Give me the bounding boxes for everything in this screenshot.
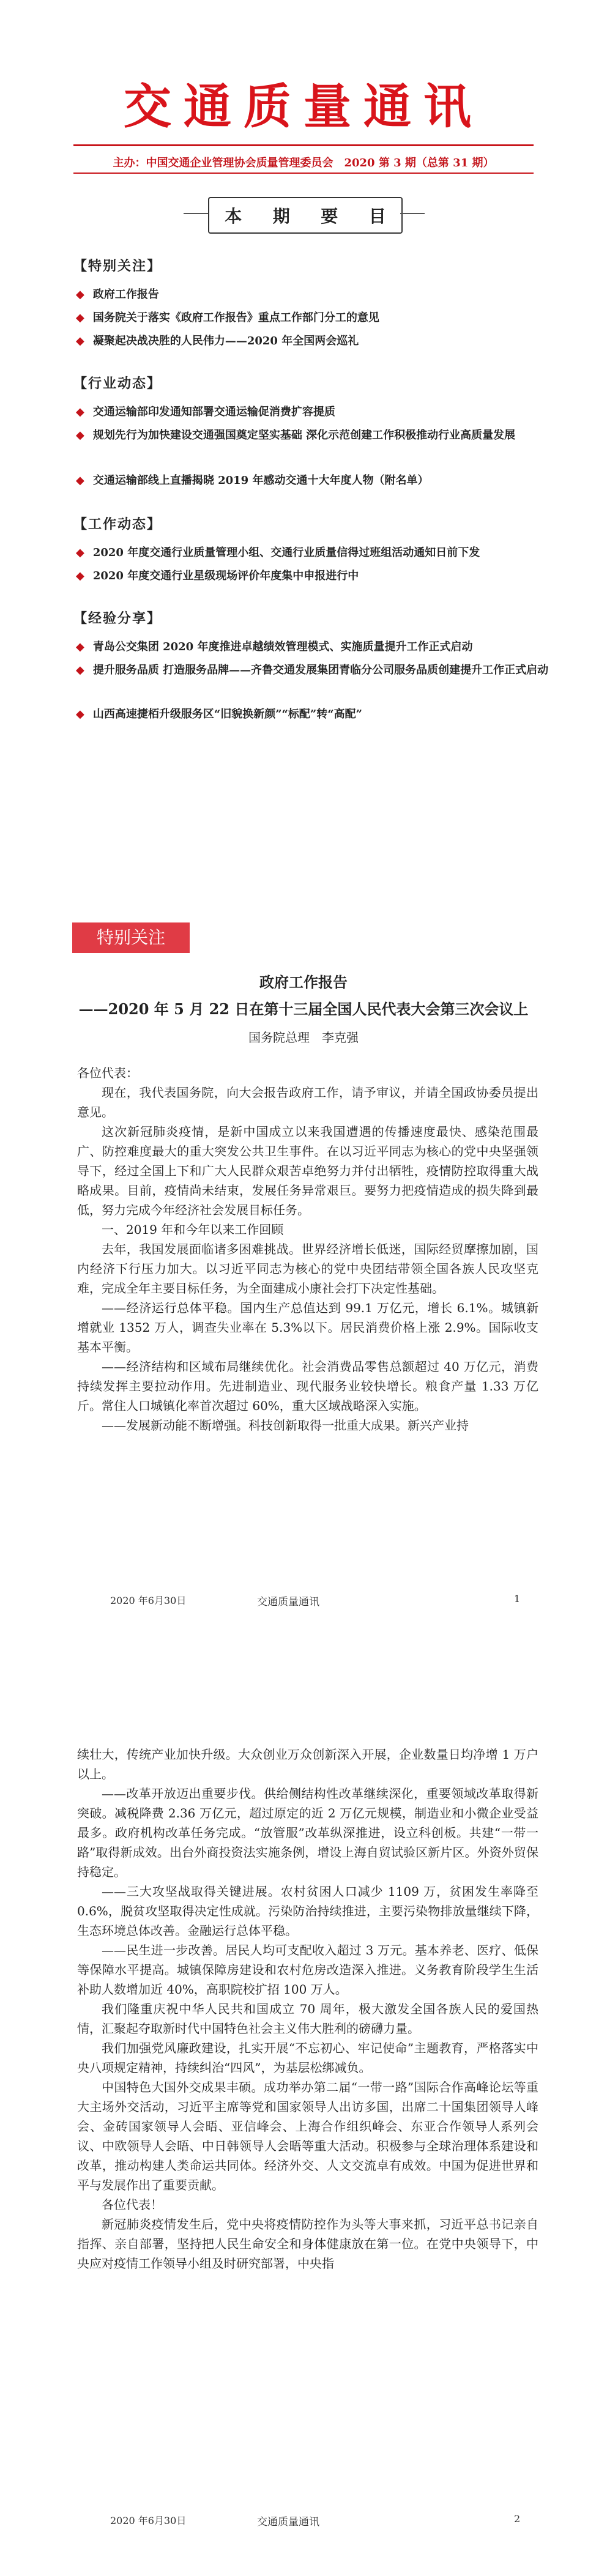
toc-item[interactable] [76,332,541,351]
toc-item-label: 2020 年度交通行业星级现场评价年度集中申报进行中 [92,570,359,582]
diamond-icon: ◆ [76,546,84,559]
toc-item[interactable] [76,661,558,680]
article-body-page2 [77,1745,538,2273]
toc-item-label: 交通运输部线上直播揭晓 2019 年感动交通十大年度人物（附名单） [92,474,429,487]
toc-char: 目 [368,206,386,226]
diamond-icon: ◆ [76,664,84,677]
paragraph: ——改革开放迈出重要步伐。供给侧结构性改革继续深化，重要领域改革取得新突破。减税降费 2.36 万亿元，超过原定的近 2 万亿元规模，制造业和小微企业受益最多。政府机构改革任务完成。“放管服”改革纵深推进，设立科创板。共建“一带一路”取得新成效。出台外商投资法实施条例，增设上海自贸试验区新片区。外资外贸保持稳定。 [77,1786,538,1879]
toc-item-label: 2020 年度交通行业质量管理小组、交通行业质量信得过班组活动通知日前下发 [92,546,480,559]
page-number: 1 [514,1593,521,1605]
toc-item-label: 青岛公交集团 2020 年度推进卓越绩效管理模式、实施质量提升工作正式启动 [92,640,473,653]
toc-item-label: 凝聚起决战决胜的人民伟力——2020 年全国两会巡礼 [92,335,359,347]
diamond-icon: ◆ [76,406,84,418]
paragraph: 一、2019 年和今年以来工作回顾 [102,1222,284,1237]
diamond-icon: ◆ [76,708,84,721]
paragraph: 各位代表： [77,1066,138,1080]
paragraph: ——民生进一步改善。居民人均可支配收入超过 3 万元。基本养老、医疗、低保等保障水平提高。城镇保障房建设和农村危房改造深入推进。义务教育阶段学生生活补助人数增加近 40%，高职院校扩招 100 万人。 [77,1943,538,1997]
toc-section-heading: 【工作动态】 [73,516,162,532]
diamond-icon: ◆ [76,311,84,324]
paragraph: ——发展新动能不断增强。科技创新取得一批重大成果。新兴产业持 [102,1418,469,1433]
toc-item-label: 提升服务品质 打造服务品牌——齐鲁交通发展集团青临分公司服务品质创建提升工作正式启动 [92,664,549,677]
article-title: 政府工作报告 [259,973,348,991]
paragraph: 现在，我代表国务院，向大会报告政府工作，请予审议，并请全国政协委员提出意见。 [77,1085,538,1119]
footer-date: 2020 年6月30日 [110,1595,187,1606]
paragraph: 这次新冠肺炎疫情，是新中国成立以来我国遭遇的传播速度最快、感染范围最广、防控难度最大的重大突发公共卫生事件。在以习近平同志为核心的党中央坚强领导下，经过全国上下和广大人民群众艰苦卓绝努力并付出牺牲，疫情防控取得重大战略成果。目前，疫情尚未结束，发展任务异常艰巨。要努力把疫情造成的损失降到最低，努力完成今年经济社会发展目标任务。 [77,1124,538,1217]
toc-header-box [208,197,403,234]
paragraph: 我们加强党风廉政建设，扎实开展“不忘初心、牢记使命”主题教育，严格落实中央八项规定精神，持续纠治“四风”，为基层松绑减负。 [77,2041,538,2075]
footer-title: 交通质量通讯 [257,1596,319,1608]
toc-item-label: 交通运输部印发通知部署交通运输促消费扩容提质 [92,406,335,418]
toc-item[interactable] [76,543,541,563]
section-banner: 特别关注 [72,922,190,953]
toc-item-label: 规划先行为加快建设交通强国奠定坚实基础 深化示范创建工作积极推动行业高质量发展 [92,429,516,442]
paragraph: ——经济运行总体平稳。国内生产总值达到 99.1 万亿元，增长 6.1%。城镇新增就业 1352 万人，调查失业率在 5.3%以下。居民消费价格上涨 2.9%。国际收支基本平衡。 [77,1301,538,1354]
paragraph: 去年，我国发展面临诸多困难挑战。世界经济增长低迷，国际经贸摩擦加剧，国内经济下行压力加大。以习近平同志为核心的党中央团结带领全国各族人民攻坚克难，完成全年主要目标任务，为全面建成小康社会打下决定性基础。 [77,1242,538,1296]
diamond-icon: ◆ [76,429,84,442]
toc-deco-right [400,213,425,214]
paragraph: 续壮大，传统产业加快升级。大众创业万众创新深入开展，企业数量日均净增 1 万户以上。 [77,1747,538,1781]
footer-date: 2020 年6月30日 [110,2515,187,2526]
paragraph: 新冠肺炎疫情发生后，党中央将疫情防控作为头等大事来抓，习近平总书记亲自指挥、亲自部署，坚持把人民生命安全和身体健康放在第一位。在党中央领导下，中央应对疫情工作领导小组及时研究部署，中央指 [77,2217,538,2271]
toc-item[interactable] [76,637,541,657]
toc-item-label: 山西高速捷栢升级服务区“旧貌换新颜”“标配”转“高配” [92,708,362,721]
paragraph: 中国特色大国外交成果丰硕。成功举办第二届“一带一路”国际合作高峰论坛等重大主场外交活动，习近平主席等党和国家领导人出访多国，出席二十国集团领导人峰会、金砖国家领导人会晤、亚信峰会、上海合作组织峰会、东亚合作领导人系列会议、中欧领导人会晤、中日韩领导人会晤等重大活动。积极参与全球治理体系建设和改革，推动构建人类命运共同体。经济外交、人文交流卓有成效。中国为促进世界和平与发展作出了重要贡献。 [77,2080,538,2192]
toc-section-heading: 【行业动态】 [73,376,162,392]
toc-char: 本 [225,206,242,226]
header-divider [73,144,534,146]
paragraph: 各位代表！ [102,2197,163,2212]
toc-item[interactable] [76,566,541,586]
toc-item-label: 国务院关于落实《政府工作报告》重点工作部门分工的意见 [92,311,379,324]
toc-section-heading: 【特别关注】 [73,258,162,274]
diamond-icon: ◆ [76,474,84,487]
issue-info: 主办：中国交通企业管理协会质量管理委员会 2020 第 3 期（总第 31 期） [113,157,494,169]
diamond-icon: ◆ [76,640,84,653]
diamond-icon: ◆ [76,570,84,582]
toc-char: 期 [272,206,290,226]
article-author: 国务院总理 李克强 [248,1030,359,1045]
paragraph: 我们隆重庆祝中华人民共和国成立 70 周年，极大激发全国各族人民的爱国热情，汇聚起夺取新时代中国特色社会主义伟大胜利的磅礴力量。 [77,2002,538,2036]
toc-item[interactable] [76,426,558,445]
toc-item[interactable] [76,403,541,422]
header-divider-bottom [73,173,534,174]
paragraph: ——经济结构和区域布局继续优化。社会消费品零售总额超过 40 万亿元，消费持续发挥主要拉动作用。先进制造业、现代服务业较快增长。粮食产量 1.33 万亿斤。常住人口城镇化率首次超过 60%，重大区域战略深入实施。 [77,1359,538,1413]
article-body-page1 [77,1063,538,1435]
toc-section-heading: 【经验分享】 [73,611,162,626]
toc-deco-left [184,213,208,214]
toc-item[interactable] [76,471,541,491]
toc-item-label: 政府工作报告 [92,288,159,301]
diamond-icon: ◆ [76,288,84,301]
paragraph: ——三大攻坚战取得关键进展。农村贫困人口减少 1109 万，贫困发生率降至 0.6%，脱贫攻坚取得决定性成就。污染防治持续推进，主要污染物排放量继续下降，生态环境总体改善。金融运行总体平稳。 [77,1884,538,1938]
toc-item[interactable] [76,308,541,328]
page-number: 2 [514,2513,521,2525]
footer-title: 交通质量通讯 [257,2516,319,2528]
toc-item[interactable] [76,285,541,305]
toc-item[interactable] [76,705,541,724]
newsletter-title: 交通质量通讯 [123,80,483,135]
diamond-icon: ◆ [76,335,84,347]
toc-char: 要 [321,206,338,226]
article-subtitle: ——2020 年 5 月 22 日在第十三届全国人民代表大会第三次会议上 [78,1000,529,1018]
